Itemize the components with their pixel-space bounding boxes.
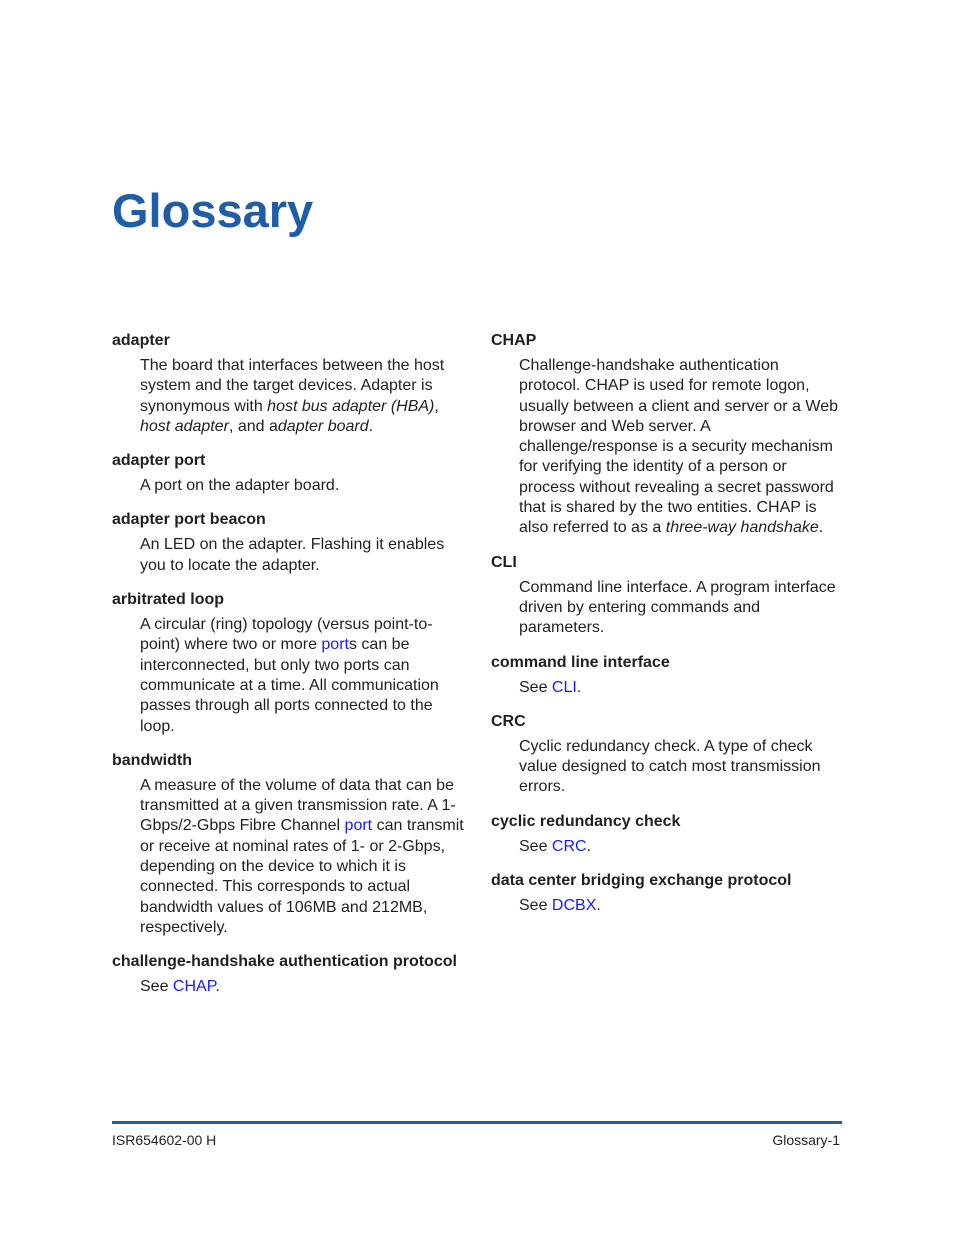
- glossary-entry-bandwidth: [112, 751, 464, 938]
- definition-text: .: [586, 837, 592, 855]
- definition-text: The board that interfaces between the host system and the target devices. Adapter is synonymous with: [140, 357, 445, 415]
- term-crc: CRC: [491, 712, 526, 730]
- definition-adapter-port-beacon: An LED on the adapter. Flashing it enables you to locate the adapter.: [140, 536, 445, 574]
- definition-text: See: [140, 978, 173, 996]
- definition-text: .: [368, 417, 374, 435]
- definition-text: A circular (ring) topology (versus point-to-point) where two or more: [140, 616, 433, 654]
- definition-text: .: [596, 897, 601, 915]
- definition-text: See: [519, 837, 552, 855]
- footer-divider: [112, 1121, 842, 1124]
- page-title: Glossary: [112, 184, 314, 237]
- glossary-entry-crc: [491, 712, 843, 798]
- term-bandwidth: bandwidth: [112, 751, 192, 769]
- definition-adapter: [112, 356, 464, 437]
- glossary-entry-adapter: [112, 331, 464, 437]
- definition-challenge-handshake: [112, 977, 464, 997]
- term-challenge-handshake: challenge-handshake authentication protocol: [112, 953, 457, 971]
- definition-emphasis: host bus adapter (HBA): [267, 397, 435, 415]
- definition-bandwidth: [112, 776, 464, 938]
- term-cli: CLI: [491, 553, 517, 571]
- glossary-left-column: [112, 331, 464, 1012]
- port-link[interactable]: port: [321, 636, 349, 654]
- term-chap: CHAP: [491, 332, 537, 349]
- definition-dcbx: [491, 896, 843, 916]
- definition-text: , and a: [228, 417, 278, 435]
- definition-crc: Cyclic redundancy check. A type of check value designed to catch most transmission errors.: [519, 737, 821, 796]
- definition-cli: Command line interface. A program interface driven by entering commands and parameters.: [519, 578, 836, 637]
- term-adapter: adapter: [112, 332, 170, 349]
- term-arbitrated-loop: arbitrated loop: [112, 591, 225, 609]
- definition-arbitrated-loop: [112, 615, 464, 737]
- glossary-entry-cyclic-redundancy-check: [491, 812, 843, 857]
- definition-emphasis: three-way handshake: [665, 519, 819, 537]
- definition-adapter-port: A port on the adapter board.: [140, 477, 340, 495]
- definition-text: Challenge-handshake authentication protocol. CHAP is used for remote logon, usually between a client and server or a Web browser and Web server. A challenge/response is a security mechanism for verifying the identity of a person or process without revealing a secret password that is shared by the two entities. CHAP is also referred to as a: [519, 357, 838, 537]
- definition-text: .: [818, 519, 824, 537]
- definition-emphasis: host adapter: [140, 417, 229, 435]
- footer-document-id: ISR654602-00 H: [112, 1132, 217, 1148]
- definition-text: A measure of the volume of data that can be transmitted at a given transmission rate. A 1-Gbps/2-Gbps Fibre Channel: [140, 776, 456, 835]
- glossary-entry-adapter-port: [112, 451, 464, 496]
- dcbx-link[interactable]: DCBX: [551, 897, 597, 915]
- definition-text: .: [215, 978, 220, 996]
- definition-text: s can be interconnected, but only two ports can communicate at a time. All communication passes through all ports connected to the loop.: [140, 636, 439, 735]
- glossary-entry-cli: [491, 553, 843, 639]
- definition-emphasis: dapter board: [277, 417, 369, 435]
- cli-link[interactable]: CLI: [551, 678, 577, 696]
- definition-text: can transmit or receive at nominal rates of 1- or 2-Gbps, depending on the device to which it is connected. This corresponds to actual bandwidth values of 106MB and 212MB, respectively.: [140, 817, 464, 936]
- term-command-line-interface: command line interface: [491, 653, 670, 671]
- definition-cyclic-redundancy-check: [491, 837, 843, 857]
- term-adapter-port-beacon: adapter port beacon: [112, 511, 266, 529]
- term-adapter-port: adapter port: [112, 452, 206, 470]
- glossary-entry-command-line-interface: [491, 653, 843, 698]
- glossary-right-column: [491, 331, 843, 930]
- footer-page-number: Glossary-1: [772, 1132, 840, 1148]
- glossary-entry-challenge-handshake: [112, 952, 464, 997]
- term-dcbx: data center bridging exchange protocol: [491, 872, 792, 890]
- glossary-entry-chap: [491, 331, 843, 539]
- crc-link[interactable]: CRC: [551, 837, 587, 855]
- definition-command-line-interface: [491, 678, 843, 698]
- glossary-entry-arbitrated-loop: [112, 590, 464, 737]
- definition-text: See: [519, 897, 552, 915]
- glossary-entry-adapter-port-beacon: [112, 510, 464, 576]
- glossary-entry-dcbx: [491, 871, 843, 916]
- definition-text: ,: [434, 397, 439, 415]
- definition-text: .: [576, 678, 582, 696]
- port-link[interactable]: port: [344, 817, 373, 835]
- term-cyclic-redundancy-check: cyclic redundancy check: [491, 812, 681, 830]
- chap-link[interactable]: CHAP: [172, 978, 216, 996]
- definition-chap: [491, 356, 843, 539]
- definition-text: See: [519, 678, 552, 696]
